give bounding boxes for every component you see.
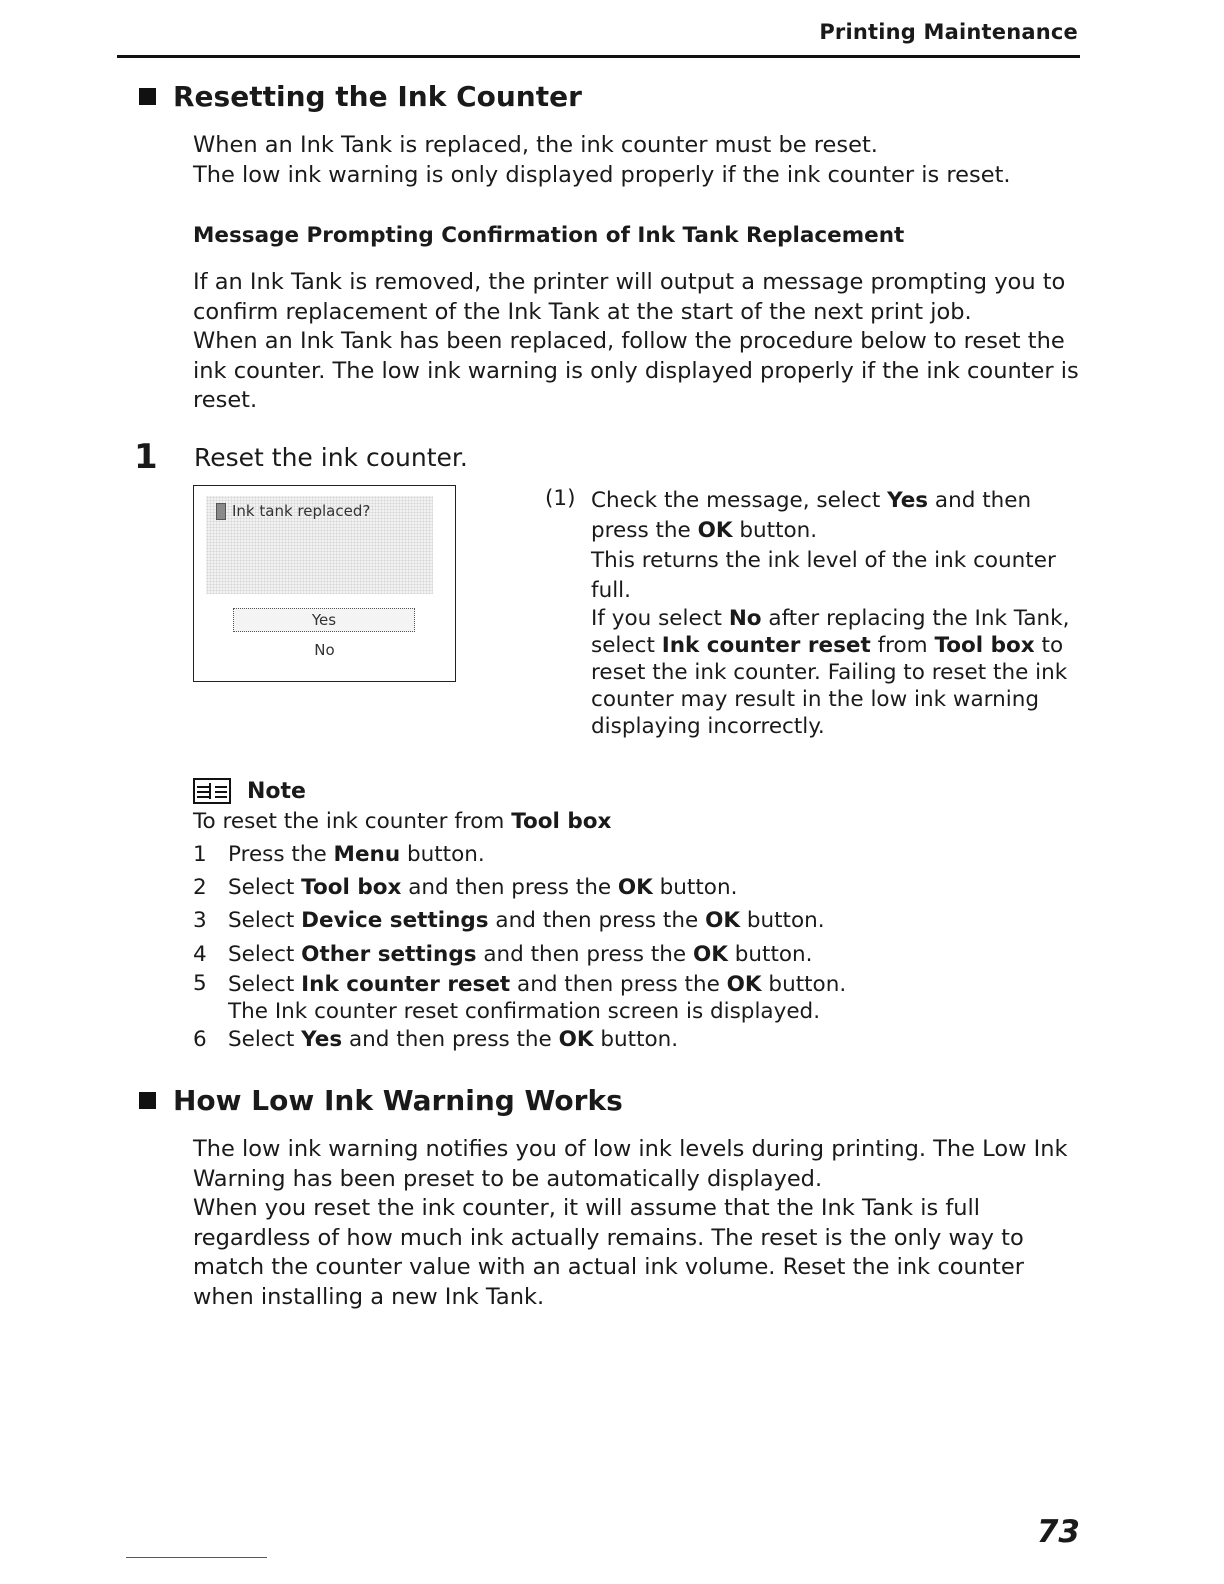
substep-line: Check the message, select Yes and then press the OK button.: [591, 488, 1032, 543]
section-heading-low-ink: [139, 1084, 623, 1117]
warning-text: If you select No after replacing the Ink Tank, select Ink counter reset from Tool box to reset the ink counter. Failing to reset the ink counter may result in the low ink warning displaying incorrectly.: [591, 606, 1070, 739]
note-list: [193, 842, 846, 1052]
paragraph: When an Ink Tank has been replaced, follow the procedure below to reset the ink counter. The low ink warning is only displayed properly if the ink counter is reset.: [193, 328, 1079, 413]
lcd-screen: [193, 485, 456, 682]
square-bullet-icon: [139, 88, 156, 105]
lcd-message-area: [206, 496, 433, 594]
substep-text: [591, 486, 1091, 606]
section-heading-text: How Low Ink Warning Works: [173, 1084, 623, 1117]
note-book-icon: [193, 778, 231, 804]
substep-line-2: This returns the ink level of the ink counter full.: [591, 548, 1056, 603]
footer-line: [126, 1557, 267, 1558]
header-rule: [117, 55, 1080, 58]
list-item: 5 Select Ink counter reset and then press the OK button. The Ink counter reset confirmation screen is displayed.: [193, 971, 847, 1024]
step-number: 1: [134, 437, 158, 477]
note-intro: To reset the ink counter from Tool box: [193, 809, 612, 834]
section2-body: [193, 1135, 1083, 1312]
lcd-prompt-text: Ink tank replaced?: [232, 502, 371, 520]
list-item: 6 Select Yes and then press the OK button.: [193, 1027, 679, 1052]
list-item: 2 Select Tool box and then press the OK button.: [193, 875, 738, 900]
section-heading-resetting: [139, 80, 582, 113]
running-header: Printing Maintenance: [819, 20, 1078, 44]
square-bullet-icon: [139, 1092, 156, 1109]
list-item: 3 Select Device settings and then press the OK button.: [193, 908, 825, 933]
paragraph: The low ink warning notifies you of low ink levels during printing. The Low Ink Warning has been preset to be automatically displayed.: [193, 1136, 1068, 1192]
paragraph: If an Ink Tank is removed, the printer will output a message prompting you to confirm replacement of the Ink Tank at the start of the next print job.: [193, 269, 1066, 325]
section-heading-text: Resetting the Ink Counter: [173, 80, 582, 113]
substep-number: (1): [545, 486, 576, 511]
note-label: Note: [247, 778, 306, 804]
paragraph: When you reset the ink counter, it will assume that the Ink Tank is full regardless of how much ink actually remains. The reset is the only way to match the counter value with an actual ink volume. Reset the ink counter when installing a new Ink Tank.: [193, 1195, 1024, 1310]
subheading: Message Prompting Confirmation of Ink Tank Replacement: [193, 223, 905, 248]
ink-tank-icon: [216, 503, 226, 520]
paragraph: The low ink warning is only displayed properly if the ink counter is reset.: [193, 161, 1011, 188]
paragraph: When an Ink Tank is replaced, the ink counter must be reset.: [193, 132, 878, 158]
lcd-option-yes[interactable]: Yes: [233, 608, 415, 632]
lcd-option-no[interactable]: No: [314, 641, 335, 659]
page-number: 73: [1036, 1514, 1080, 1550]
note-header: [193, 778, 306, 804]
lcd-prompt: [216, 502, 370, 520]
list-item: 4 Select Other settings and then press the OK button.: [193, 942, 813, 967]
section1-body: [193, 268, 1083, 416]
step-text: Reset the ink counter.: [194, 443, 468, 472]
list-item: 1 Press the Menu button.: [193, 842, 485, 867]
section1-intro: [193, 131, 1093, 190]
